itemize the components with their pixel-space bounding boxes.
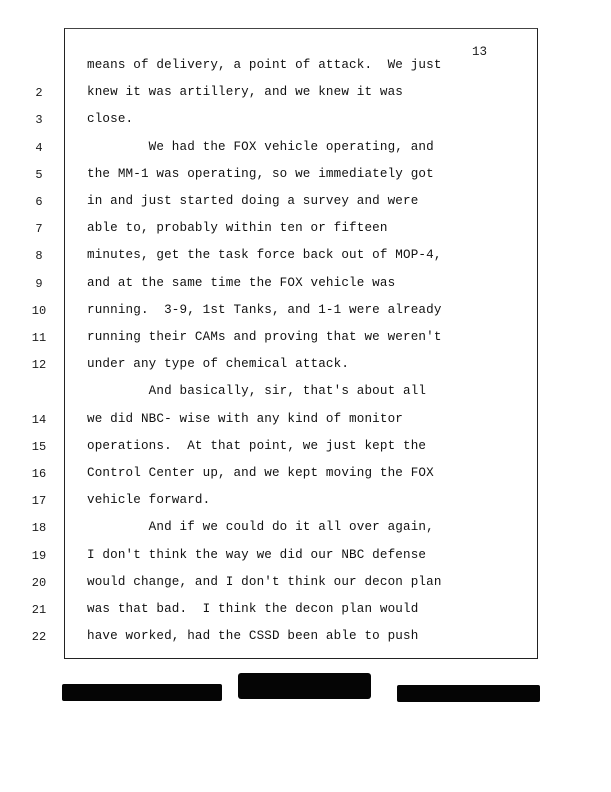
line-number: 15	[31, 439, 47, 454]
transcript-line: under any type of chemical attack.	[87, 357, 350, 372]
line-number: 9	[35, 276, 43, 291]
transcript-line: close.	[87, 112, 134, 127]
line-number: 22	[31, 630, 47, 645]
transcript-line: we did NBC- wise with any kind of monitor	[87, 411, 404, 426]
redaction-bar-left	[62, 684, 222, 701]
line-number: 20	[31, 575, 47, 590]
line-number: 11	[31, 331, 47, 345]
line-number: 14	[31, 412, 47, 427]
transcript-line: I don't think the way we did our NBC defense	[87, 547, 427, 562]
transcript-line: We had the FOX vehicle operating, and	[87, 139, 434, 154]
transcript-line: would change, and I don't think our decon plan	[87, 574, 442, 589]
line-number: 8	[35, 249, 43, 264]
line-number: 21	[31, 603, 47, 617]
transcript-line: operations. At that point, we just kept the	[87, 438, 427, 453]
line-number: 2	[35, 86, 43, 101]
transcript-line: running. 3-9, 1st Tanks, and 1-1 were already	[87, 302, 442, 317]
page-number: 13	[472, 45, 488, 59]
line-number: 5	[35, 167, 43, 182]
transcript-line: and at the same time the FOX vehicle was	[87, 275, 396, 290]
transcript-line: was that bad. I think the decon plan would	[87, 602, 419, 616]
line-number: 17	[31, 494, 47, 509]
line-number: 18	[31, 521, 47, 536]
transcript-line: means of delivery, a point of attack. We just	[87, 58, 442, 72]
transcript-line: able to, probably within ten or fifteen	[87, 221, 388, 236]
transcript-line: minutes, get the task force back out of MOP-4,	[87, 248, 442, 263]
line-number: 19	[31, 548, 47, 563]
transcript-line: in and just started doing a survey and were	[87, 194, 419, 208]
line-number: 4	[35, 140, 43, 155]
transcript-line: And if we could do it all over again,	[87, 520, 434, 535]
redaction-bar-right	[397, 685, 540, 702]
transcript-line: running their CAMs and proving that we weren't	[87, 330, 442, 344]
line-number: 16	[31, 467, 47, 481]
transcript-line: vehicle forward.	[87, 493, 211, 508]
line-number: 10	[31, 303, 47, 318]
line-number: 7	[35, 222, 43, 237]
transcript-line: Control Center up, and we kept moving the FOX	[87, 466, 434, 480]
transcript-line: And basically, sir, that's about all	[87, 384, 427, 399]
transcript-line: the MM-1 was operating, so we immediately got	[87, 166, 434, 181]
transcript-line: have worked, had the CSSD been able to push	[87, 629, 419, 644]
line-number: 3	[35, 113, 43, 128]
redaction-bar-center	[238, 673, 371, 699]
line-number: 12	[31, 358, 47, 373]
transcript-line: knew it was artillery, and we knew it was	[87, 85, 404, 100]
line-number: 6	[35, 195, 43, 209]
